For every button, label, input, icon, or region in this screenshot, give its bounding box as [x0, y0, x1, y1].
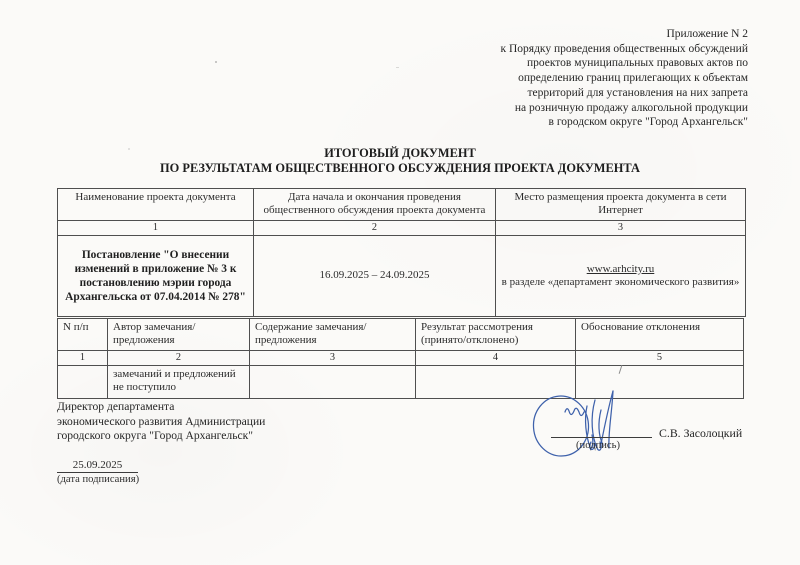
- column-number-row: [58, 351, 744, 366]
- table-row: [58, 236, 746, 317]
- appendix-line: на розничную продажу алкогольной продукции: [514, 101, 748, 114]
- signer-position-line: Директор департамента: [57, 400, 175, 413]
- signer-position-block: [57, 400, 265, 444]
- signer-name: С.В. Засолоцкий: [659, 426, 743, 440]
- signer-position-line: городского округа "Город Архангельск": [57, 429, 254, 442]
- signing-date: 25.09.2025: [57, 459, 138, 473]
- scan-speck: [215, 61, 217, 63]
- appendix-line: проектов муниципальных правовых актов по: [526, 57, 748, 70]
- signer-position-line: экономического развития Администрации: [57, 414, 266, 428]
- column-number: 5: [576, 351, 744, 366]
- cell-author: замечаний и предложений не поступило: [108, 366, 250, 399]
- signature-line: [551, 437, 652, 438]
- cell-internet-location: [496, 236, 746, 317]
- column-number: 4: [416, 351, 576, 366]
- cell-content: [250, 366, 416, 399]
- column-number: 1: [58, 351, 108, 366]
- appendix-reference-block: [501, 27, 748, 130]
- header-project-name: Наименование проекта документа: [58, 189, 254, 221]
- document-title-line2: ПО РЕЗУЛЬТАТАМ ОБЩЕСТВЕННОГО ОБСУЖДЕНИЯ ПРОЕКТА ДОКУМЕНТА: [160, 161, 640, 176]
- appendix-line: к Порядку проведения общественных обсуждений: [500, 42, 748, 55]
- scan-speck: [396, 67, 399, 68]
- site-url: www.arhcity.ru: [586, 262, 655, 275]
- header-discussion-dates: Дата начала и окончания проведения общественного обсуждения проекта документа: [254, 189, 496, 221]
- column-number: 2: [108, 351, 250, 366]
- appendix-line: Приложение N 2: [666, 28, 748, 40]
- column-number: 3: [250, 351, 416, 366]
- header-result: Результат рассмотрения (принято/отклонено): [416, 319, 576, 351]
- header-content: Содержание замечания/предложения: [250, 319, 416, 351]
- column-number: 1: [58, 221, 254, 236]
- document-title: [0, 146, 800, 177]
- scan-speck: [128, 148, 130, 150]
- column-number: 2: [254, 221, 496, 236]
- header-internet-location: Место размещения проекта документа в сети Интернет: [496, 189, 746, 221]
- appendix-line: территорий для установления на них запрета: [527, 86, 748, 99]
- project-info-table: [57, 188, 746, 317]
- cell-row-number: [58, 366, 108, 399]
- column-number: 3: [496, 221, 746, 236]
- column-number-row: [58, 221, 746, 236]
- handwritten-signature: [521, 384, 656, 469]
- header-rejection-reason: Обоснование отклонения: [576, 319, 744, 351]
- signing-date-caption: (дата подписания): [57, 474, 140, 485]
- signature-caption: (подпись): [576, 440, 620, 451]
- cell-project-name: Постановление "О внесении изменений в приложение № 3 к постановлению мэрии города Архангельска от 07.04.2014 № 278": [58, 236, 254, 317]
- table-header-row: [58, 319, 744, 351]
- appendix-line: в городском округе "Город Архангельск": [548, 116, 748, 129]
- header-author: Автор замечания/предложения: [108, 319, 250, 351]
- site-section: в разделе «департамент экономического развития»: [501, 276, 740, 288]
- document-title-line1: ИТОГОВЫЙ ДОКУМЕНТ: [324, 146, 476, 160]
- appendix-line: определению границ прилегающих к объектам: [518, 72, 748, 85]
- header-row-number: N п/п: [58, 319, 108, 351]
- table-header-row: [58, 189, 746, 221]
- cell-discussion-dates: 16.09.2025 – 24.09.2025: [254, 236, 496, 317]
